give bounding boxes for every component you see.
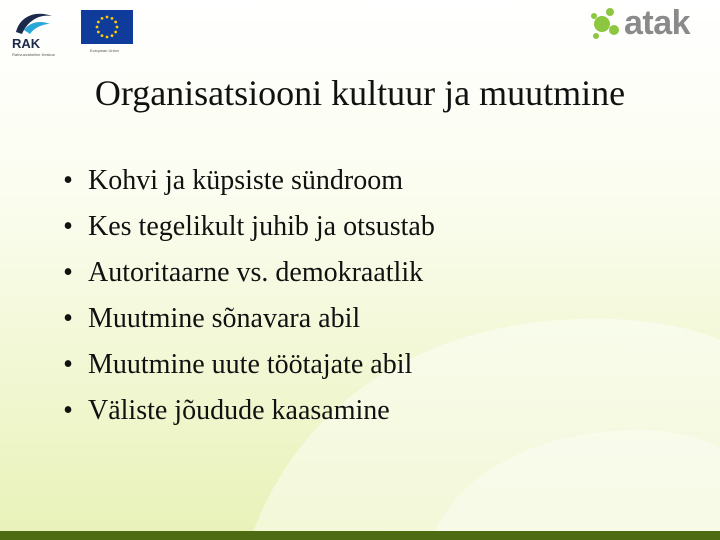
bottom-bar bbox=[0, 531, 720, 540]
atak-logo bbox=[588, 6, 708, 42]
eu-star-icon bbox=[97, 21, 100, 24]
bullet-icon: • bbox=[63, 211, 73, 242]
eu-star-icon bbox=[97, 31, 100, 34]
eu-flag-icon bbox=[81, 10, 133, 44]
eu-logo bbox=[81, 10, 133, 54]
bullet-text: Muutmine uute töötajate abil bbox=[88, 349, 413, 380]
eu-star-icon bbox=[111, 34, 114, 37]
bullet-icon: • bbox=[63, 303, 73, 334]
bullet-icon: • bbox=[63, 349, 73, 380]
eu-logo-subtitle: European Union bbox=[90, 48, 119, 53]
rak-logo-text: RAK bbox=[12, 36, 41, 51]
atak-logo-text: atak bbox=[624, 4, 691, 42]
bullet-text: Autoritaarne vs. demokraatlik bbox=[88, 257, 424, 288]
rak-logo-subtitle: Rahvusvaheline Keskus bbox=[12, 52, 55, 57]
bullet-text: Muutmine sõnavara abil bbox=[88, 303, 361, 334]
eu-star-icon bbox=[101, 17, 104, 20]
bullet-icon: • bbox=[63, 165, 73, 196]
eu-star-icon bbox=[96, 26, 99, 29]
eu-star-icon bbox=[101, 34, 104, 37]
bullet-text: Väliste jõudude kaasamine bbox=[88, 395, 390, 426]
bullet-text: Kes tegelikult juhib ja otsustab bbox=[88, 211, 435, 242]
slide-title: Organisatsiooni kultuur ja muutmine bbox=[94, 73, 626, 113]
bullet-text: Kohvi ja küpsiste sündroom bbox=[88, 165, 403, 196]
bullet-icon: • bbox=[63, 257, 73, 288]
eu-star-icon bbox=[114, 21, 117, 24]
eu-stars bbox=[81, 10, 133, 44]
eu-star-icon bbox=[106, 16, 109, 19]
bullet-icon: • bbox=[63, 395, 73, 426]
eu-star-icon bbox=[116, 26, 119, 29]
eu-star-icon bbox=[106, 36, 109, 39]
rak-swoosh-icon bbox=[12, 6, 56, 38]
rak-logo bbox=[12, 6, 74, 58]
atak-dots-icon bbox=[588, 6, 624, 42]
eu-star-icon bbox=[111, 17, 114, 20]
eu-star-icon bbox=[114, 31, 117, 34]
